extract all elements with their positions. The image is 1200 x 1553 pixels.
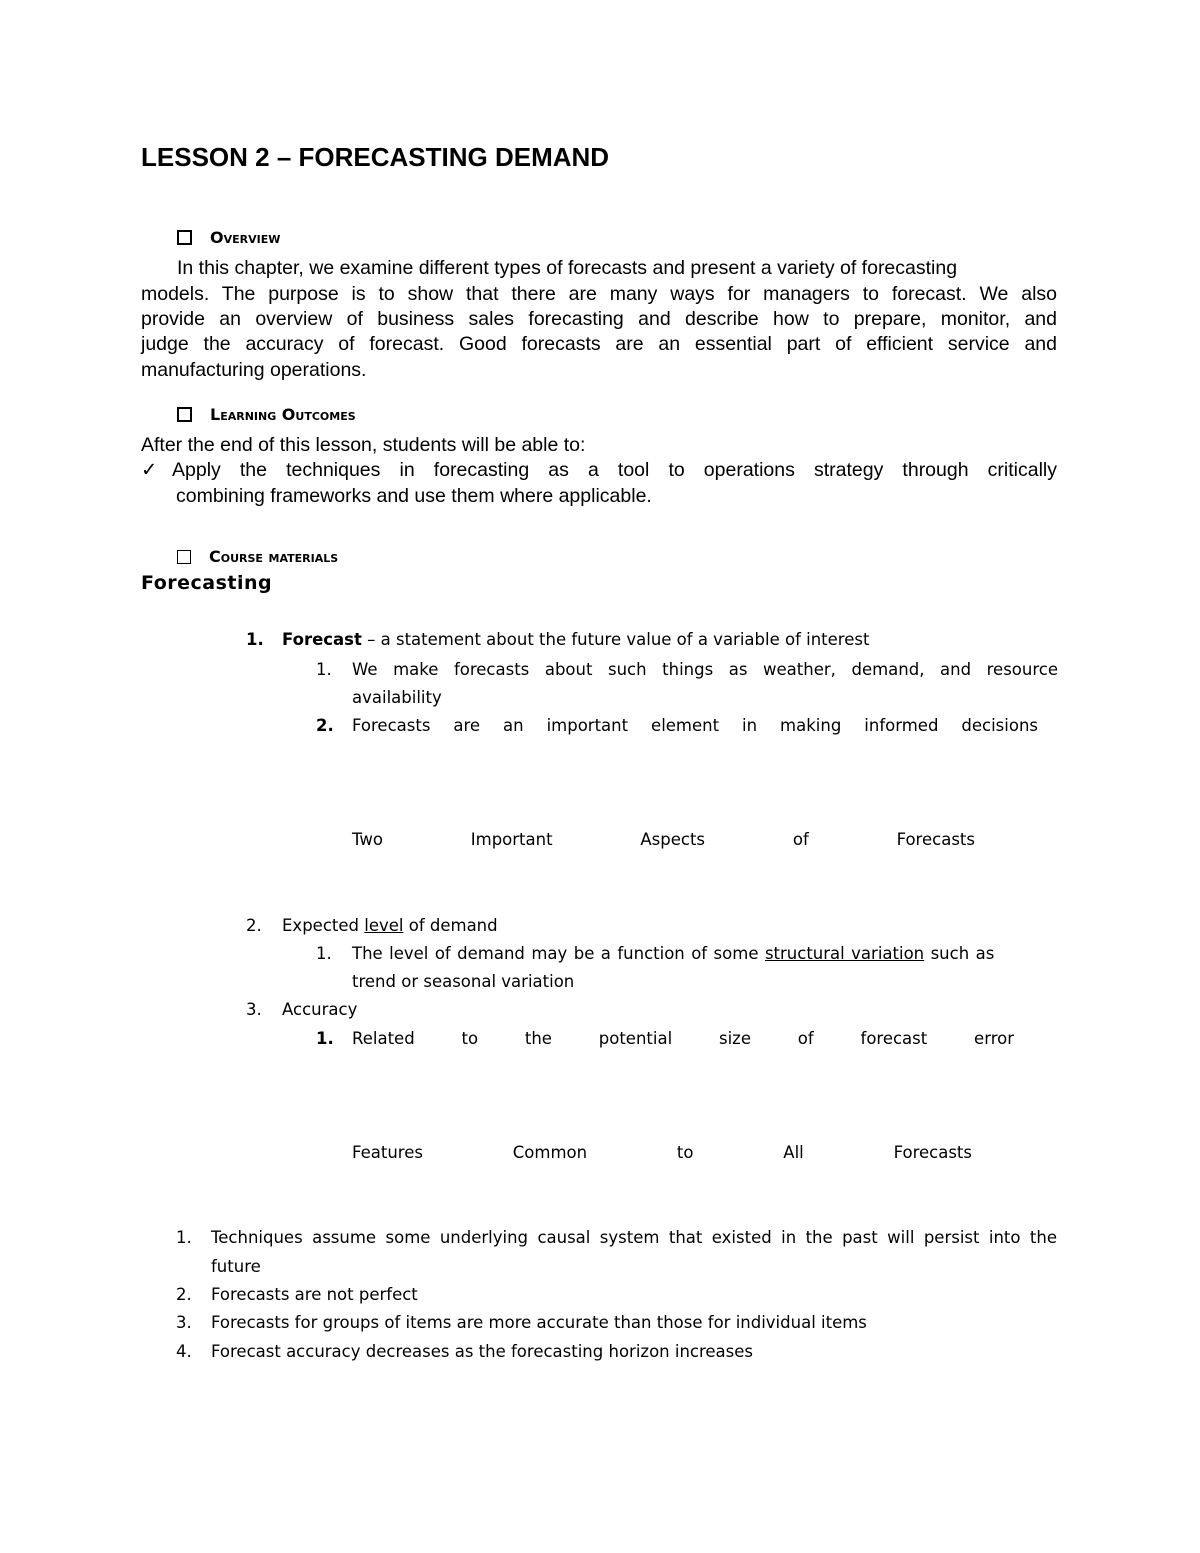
item-2-pre: Expected [282, 916, 365, 935]
learning-outcomes-heading [177, 405, 356, 424]
features-word: to [676, 1143, 694, 1162]
item-2-1-pre: The level of demand may be a function of some [352, 944, 765, 963]
item-1-text [282, 626, 869, 654]
feature-4-line-1: Forecast accuracy decreases as the forecasting horizon increases [211, 1342, 754, 1361]
features-word: Forecasts [893, 1143, 972, 1162]
item-1-1-line-1: We make forecasts about such things as weather, demand, and resource [352, 660, 1058, 679]
item-3-number: 3. [246, 1000, 262, 1019]
feature-3-line-1: Forecasts for groups of items are more accurate than those for individual items [211, 1313, 867, 1332]
item-2-post: of demand [403, 916, 498, 935]
course-materials-heading [177, 547, 338, 566]
overview-line-4: judge the accuracy of forecast. Good forecasts are an essential part of efficient service and [141, 333, 1057, 355]
aspects-word: Forecasts [896, 830, 975, 849]
learning-outcomes-heading-label: Learning Outcomes [210, 405, 356, 424]
overview-heading-label: Overview [210, 228, 281, 247]
item-1-1-number: 1. [316, 660, 332, 679]
feature-1-line-1: Techniques assume some underlying causal system that existed in the past will persist into the [211, 1228, 1057, 1247]
feature-1-line-2: future [211, 1257, 261, 1276]
item-1-rest: – a statement about the future value of a variable of interest [361, 630, 870, 649]
aspects-heading [352, 826, 975, 854]
features-heading [352, 1139, 972, 1167]
item-2-1-line-2: trend or seasonal variation [352, 972, 575, 991]
overview-line-2: models. The purpose is to show that there are many ways for managers to forecast. We also [141, 283, 1057, 305]
item-1-term: Forecast [282, 630, 362, 649]
aspects-word: Aspects [640, 830, 706, 849]
feature-1-number: 1. [176, 1228, 192, 1247]
feature-2-line-1: Forecasts are not perfect [211, 1285, 418, 1304]
checkbox-icon [177, 550, 191, 564]
feature-2-number: 2. [176, 1285, 192, 1304]
item-3-label: Accuracy [282, 1000, 358, 1019]
item-1-2-number: 2. [316, 716, 334, 735]
features-word: All [783, 1143, 804, 1162]
check-icon: ✓ [141, 459, 158, 481]
item-3-1-line-1: Related to the potential size of forecast error [352, 1029, 1014, 1048]
item-2-text [282, 912, 498, 940]
item-2-1-underlined: structural variation [764, 944, 925, 963]
item-2-1-number: 1. [316, 944, 332, 963]
learning-outcome-line-1: Apply the techniques in forecasting as a tool to operations strategy through critically [172, 459, 1057, 481]
checkbox-icon [177, 407, 192, 422]
aspects-word: of [792, 830, 809, 849]
aspects-word: Important [470, 830, 553, 849]
item-1-2-line-1: Forecasts are an important element in making informed decisions [352, 716, 1038, 735]
item-1-number: 1. [246, 630, 264, 649]
feature-4-number: 4. [176, 1342, 192, 1361]
learning-outcome-line-2: combining frameworks and use them where applicable. [176, 485, 652, 507]
item-2-number: 2. [246, 916, 262, 935]
item-2-1-line-1 [352, 940, 1058, 968]
overview-line-5: manufacturing operations. [141, 359, 367, 381]
item-3-1-number: 1. [316, 1029, 334, 1048]
item-2-1-post: such as [924, 944, 995, 963]
page-title: LESSON 2 – FORECASTING DEMAND [141, 142, 610, 172]
overview-heading [177, 228, 280, 247]
course-materials-heading-label: Course materials [209, 547, 339, 566]
item-1-1-line-2: availability [352, 688, 442, 707]
features-word: Common [512, 1143, 588, 1162]
feature-3-number: 3. [176, 1313, 192, 1332]
forecasting-subheading: Forecasting [141, 572, 273, 594]
aspects-word: Two [352, 830, 383, 849]
features-word: Features [352, 1143, 423, 1162]
checkbox-icon [177, 230, 192, 245]
overview-line-3: provide an overview of business sales forecasting and describe how to prepare, monitor, and [141, 308, 1057, 330]
overview-line-1: In this chapter, we examine different types of forecasts and present a variety of forecasting [177, 257, 958, 279]
item-2-underlined: level [364, 916, 404, 935]
learning-outcomes-intro: After the end of this lesson, students will be able to: [141, 434, 586, 456]
